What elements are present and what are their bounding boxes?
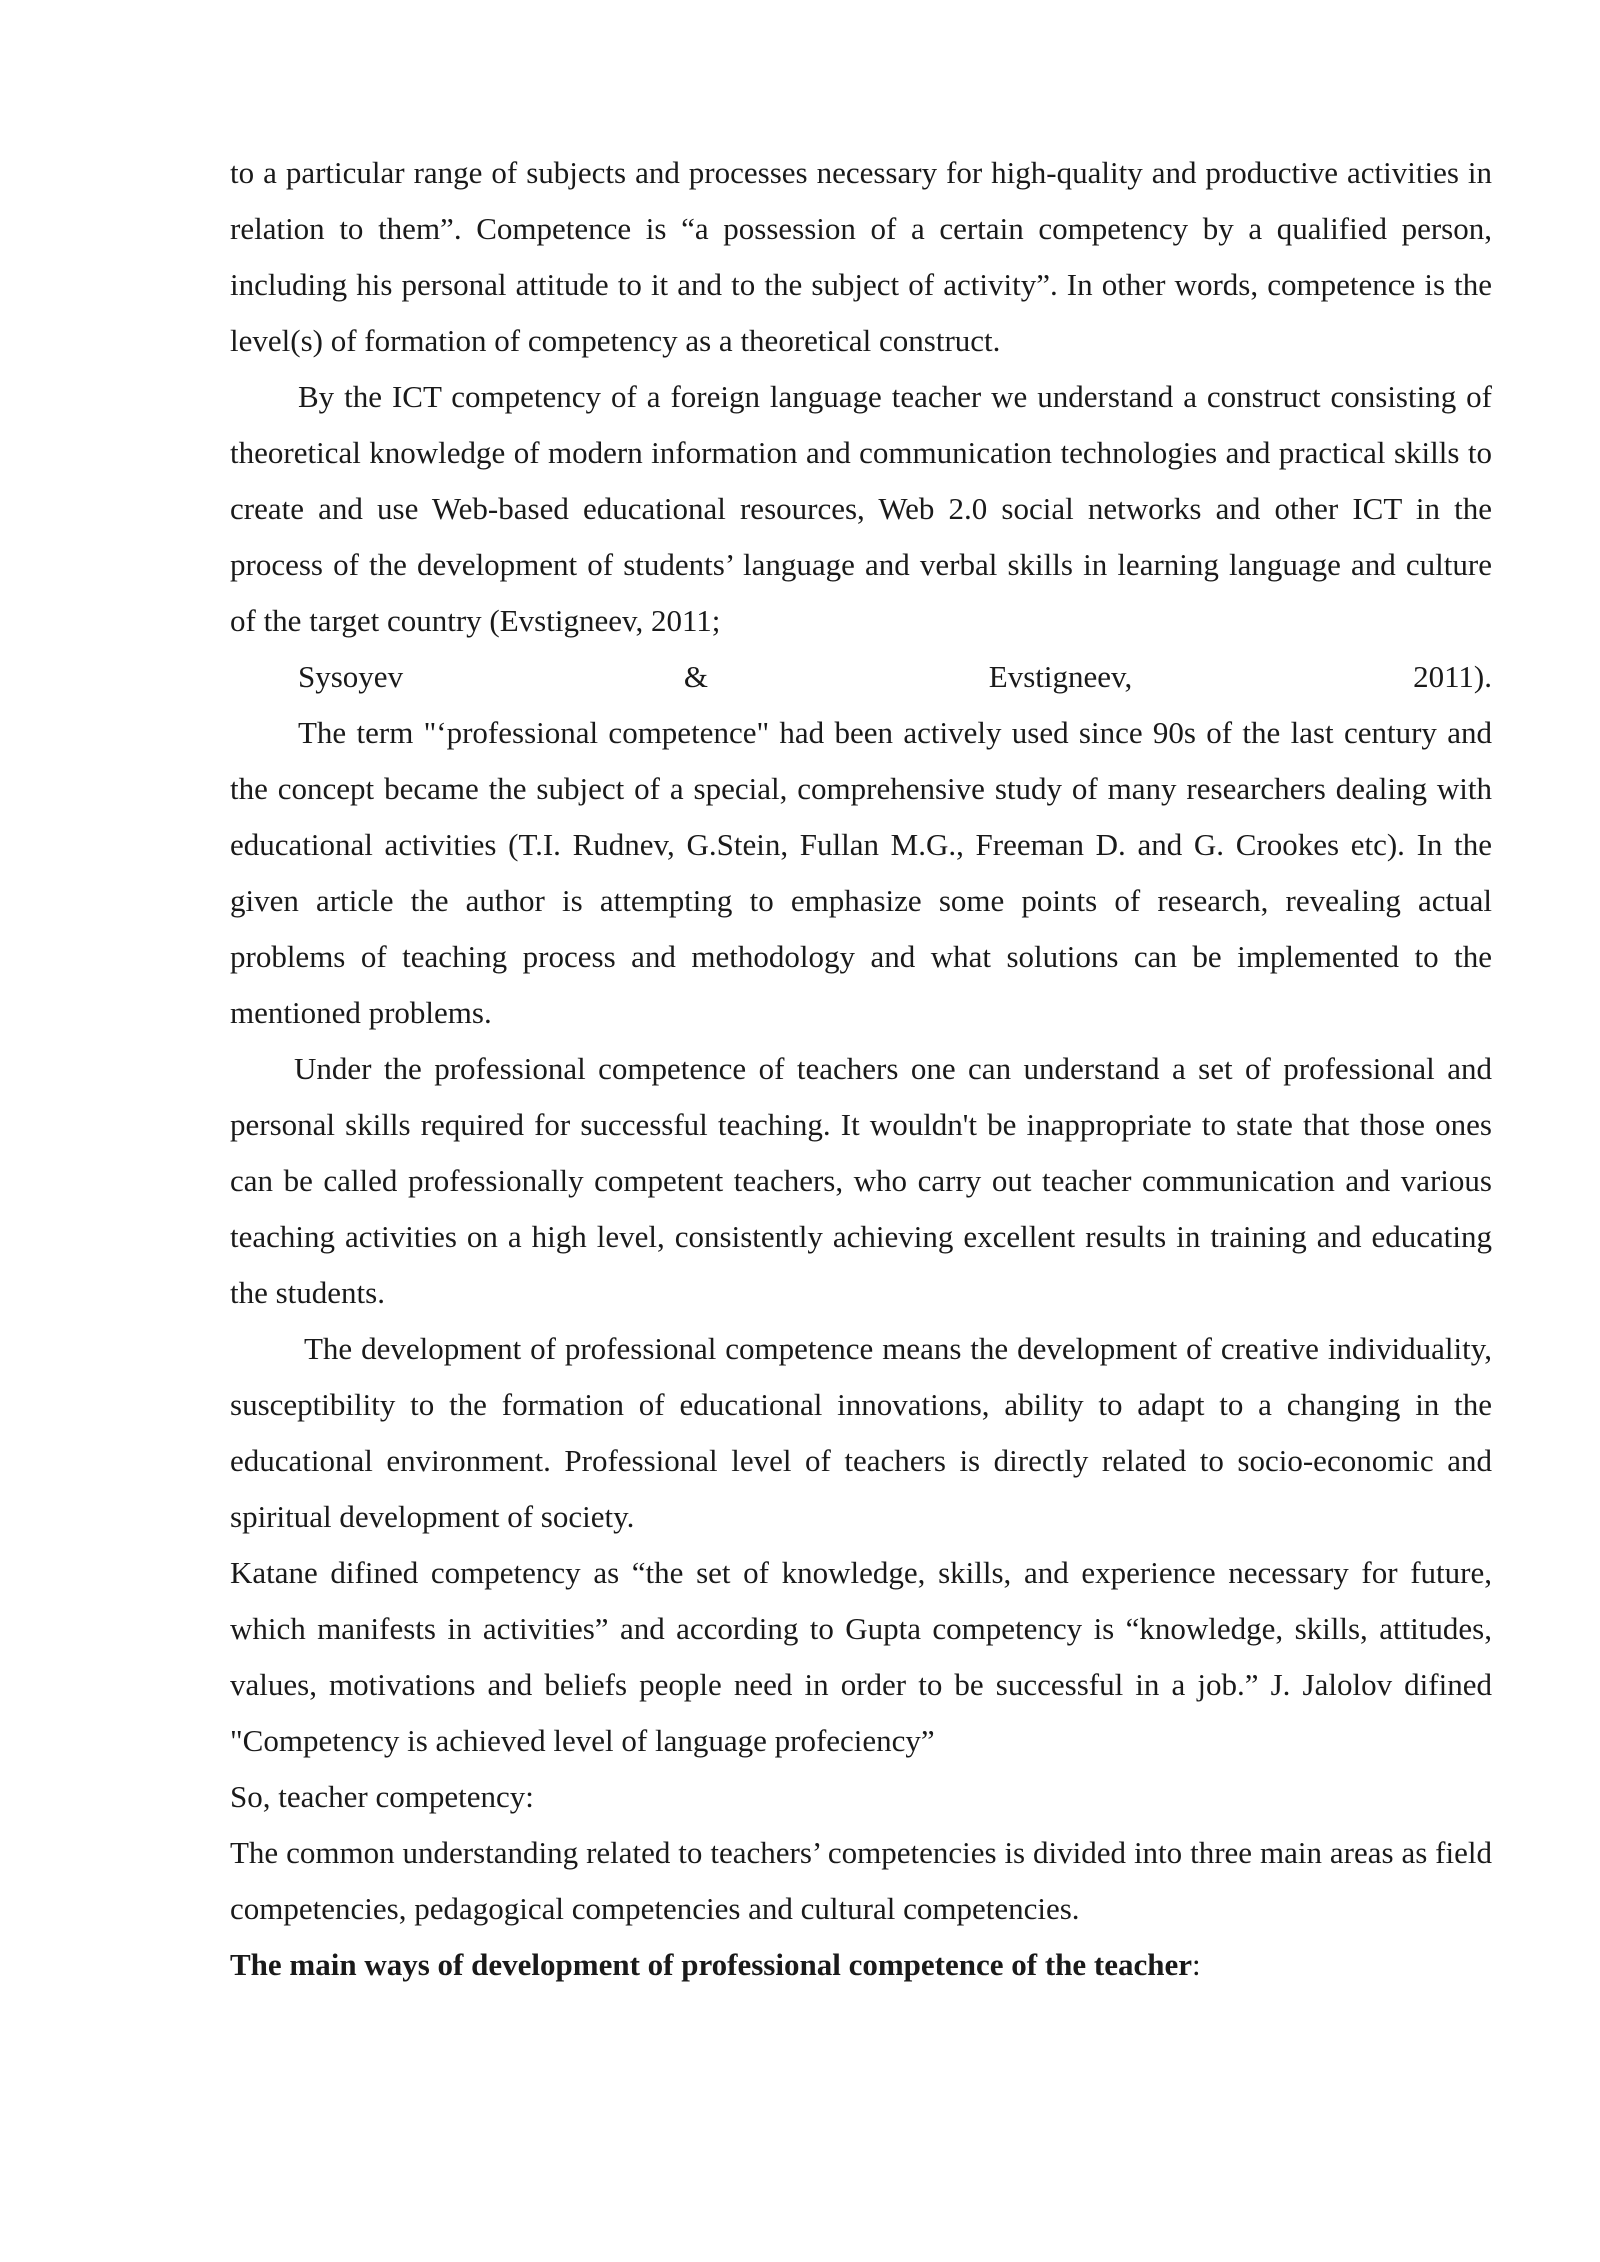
paragraph-development-competence: The development of professional competence means the development of creative individuality, susceptibility to the formation of educational innovations, ability to adapt to a changing in the educational environment. Professional level of teachers is directly related to socio-economic and spiritual development of society. (230, 1331, 1492, 1534)
paragraph-teacher-competency: So, teacher competency: (230, 1779, 534, 1814)
paragraph-ict-competency-text: By the ICT competency of a foreign language teacher we understand a construct consisting of theoretical knowledge of modern information and communication technologies and practical skills to create and use Web-based educational resources, Web 2.0 social networks and other ICT in the process of the development of students’ language and verbal skills in learning language and culture of the target country (Evstigneev, 2011; (230, 379, 1492, 638)
paragraph-ict-competency-citation: Sysoyev & Evstigneev, 2011). (298, 659, 1492, 694)
paragraph-competency-definitions: Katane difined competency as “the set of knowledge, skills, and experience necessary for future, which manifests in activities” and according to Gupta competency is “knowledge, skills, attitudes, values, motivations and beliefs people need in order to be successful in a job.” J. Jalolov difined "Competency is achieved level of language profeciency” (230, 1555, 1492, 1758)
paragraph-ict-competency (230, 369, 1492, 705)
paragraph-professional-competence-term: The term "‘professional competence" had been actively used since 90s of the last century and the concept became the subject of a special, comprehensive study of many researchers dealing with educational activities (T.I. Rudnev, G.Stein, Fullan M.G., Freeman D. and G. Crookes etc). In the given article the author is attempting to emphasize some points of research, revealing actual problems of teaching process and methodology and what solutions can be implemented to the mentioned problems. (230, 715, 1492, 1030)
paragraph-competence-definition: to a particular range of subjects and processes necessary for high-quality and productive activities in relation to them”. Competence is “a possession of a certain competency by a qualified person, including his personal attitude to it and to the subject of activity”. In other words, competence is the level(s) of formation of competency as a theoretical construct. (230, 155, 1492, 358)
document-body (230, 145, 1492, 1993)
main-ways-heading: The main ways of development of professional competence of the teacher (230, 1947, 1192, 1982)
paragraph-common-understanding: The common understanding related to teachers’ competencies is divided into three main areas as field competencies, pedagogical competencies and cultural competencies. (230, 1835, 1492, 1926)
main-ways-colon: : (1192, 1947, 1201, 1982)
paragraph-main-ways-heading (230, 1937, 1492, 1993)
paragraph-professional-competence-teachers: Under the professional competence of teachers one can understand a set of professional and personal skills required for successful teaching. It wouldn't be inappropriate to state that those ones can be called professionally competent teachers, who carry out teacher communication and various teaching activities on a high level, consistently achieving excellent results in training and educating the students. (230, 1051, 1492, 1310)
